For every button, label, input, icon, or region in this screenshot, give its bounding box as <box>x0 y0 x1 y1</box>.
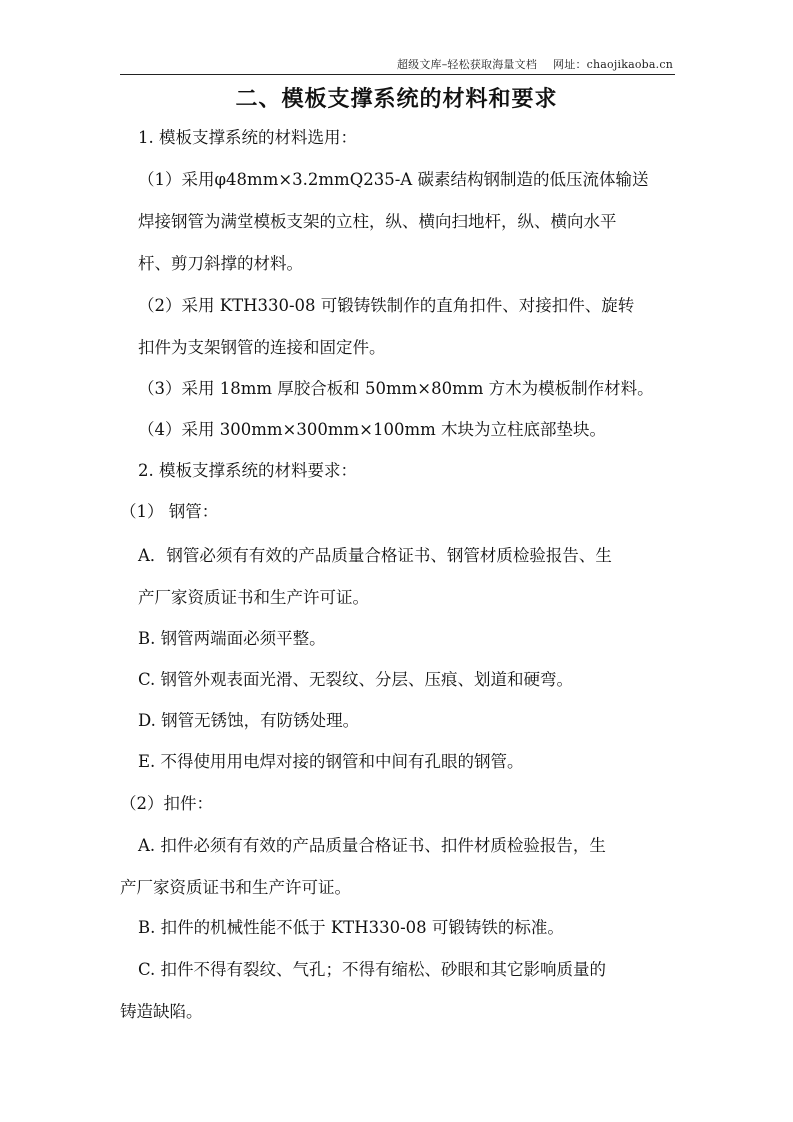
body-line: （1） 钢管： <box>120 502 219 521</box>
header-url[interactable]: chaojikaoba.cn <box>586 58 673 71</box>
body-line: A．钢管必须有有效的产品质量合格证书、钢管材质检验报告、生 <box>138 546 612 565</box>
body-line: C. 扣件不得有裂纹、气孔；不得有缩松、砂眼和其它影响质量的 <box>138 960 607 979</box>
body-line: C. 钢管外观表面光滑、无裂纹、分层、压痕、划道和硬弯。 <box>138 670 574 689</box>
body-line: A. 扣件必须有有效的产品质量合格证书、扣件材质检验报告，生 <box>138 836 606 855</box>
body-line: （1）采用φ48mm×3.2mmQ235-A 碳素结构钢制造的低压流体输送 <box>138 170 649 189</box>
body-line: 焊接钢管为满堂模板支架的立柱，纵、横向扫地杆，纵、横向水平 <box>138 212 617 231</box>
body-line: （3）采用 18mm 厚胶合板和 50mm×80mm 方木为模板制作材料。 <box>138 379 654 398</box>
body-line: B. 扣件的机械性能不低于 KTH330-08 可锻铸铁的标准。 <box>138 918 564 937</box>
body-line: 2. 模板支撑系统的材料要求： <box>138 461 357 480</box>
body-line: E. 不得使用用电焊对接的钢管和中间有孔眼的钢管。 <box>138 752 524 771</box>
body-line: 扣件为支架钢管的连接和固定件。 <box>138 338 386 357</box>
header-site-name: 超级文库–轻松获取海量文档 <box>396 58 538 71</box>
body-line: 产厂家资质证书和生产许可证。 <box>120 878 351 897</box>
section-title: 二、模板支撑系统的材料和要求 <box>235 87 558 112</box>
body-line: D. 钢管无锈蚀，有防锈处理。 <box>138 711 360 730</box>
body-line: 1. 模板支撑系统的材料选用： <box>138 128 357 147</box>
body-line: （2）扣件： <box>120 794 213 813</box>
body-line: 杆、剪刀斜撑的材料。 <box>138 254 303 273</box>
body-line: B. 钢管两端面必须平整。 <box>138 629 326 648</box>
header-url-label: 网址： <box>553 58 587 71</box>
body-line: （4）采用 300mm×300mm×100mm 木块为立柱底部垫块。 <box>138 420 606 439</box>
body-line: 铸造缺陷。 <box>120 1002 203 1021</box>
body-line: （2）采用 KTH330-08 可锻铸铁制作的直角扣件、对接扣件、旋转 <box>138 296 635 315</box>
body-line: 产厂家资质证书和生产许可证。 <box>138 588 369 607</box>
page-header <box>120 50 675 75</box>
header-text <box>397 56 673 72</box>
